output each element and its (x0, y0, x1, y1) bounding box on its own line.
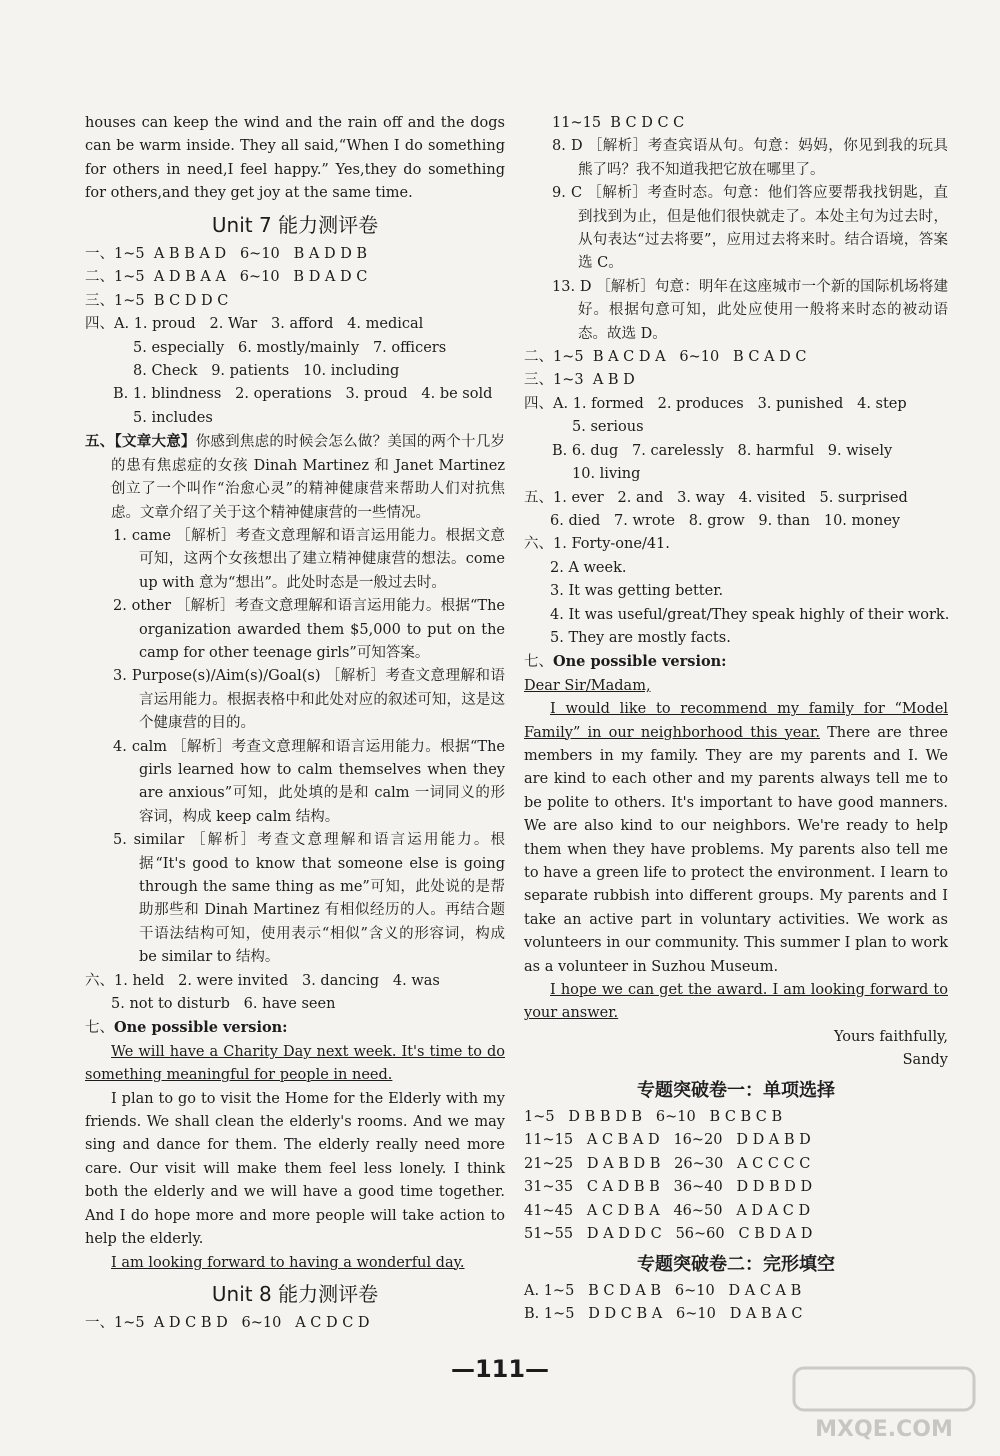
explanation-item: 8. D ［解析］考查宾语从句。句意：妈妈，你见到我的玩具熊了吗？我不知道我把它放在哪里了。 (552, 138, 948, 178)
essay-first-line: We will have a Charity Day next week. It's time to do something meaningful for people in need. (85, 1043, 505, 1084)
answer-line: 六、1. Forty-one/41. (524, 536, 670, 553)
answer-line: B. 1~5 D D C B A 6~10 D A B A C (524, 1306, 803, 1323)
letter-signature: Sandy (902, 1052, 948, 1069)
version-label-prefix: 七、 (85, 1020, 114, 1037)
answer-line: 2. A week. (550, 559, 627, 576)
answer-line: 21~25 D A B D B 26~30 A C C C C (524, 1155, 811, 1172)
watermark-text: MXQE.COM (815, 1417, 953, 1442)
answer-line: 三、1~5 B C D D C (85, 292, 229, 309)
topic1-title: 专题突破卷一：单项选择 (637, 1079, 835, 1101)
answer-line: 3. It was getting better. (550, 583, 724, 600)
answer-line: 六、1. held 2. were invited 3. dancing 4. was (85, 972, 440, 989)
version-label (85, 1016, 505, 1040)
summary-label: 五、【文章大意】 (85, 433, 196, 451)
explanation-item: 3. Purpose(s)/Aim(s)/Goal(s) ［解析］考查文意理解和语言运用能力。根据表格中和此处对应的叙述可知，这是这个健康营的目的。 (113, 668, 505, 732)
answer-line: 5. serious (572, 419, 644, 436)
left-column (85, 112, 505, 1336)
answer-line: 三、1~3 A B D (524, 372, 635, 389)
explanation-item: 4. calm ［解析］考查文意理解和语言运用能力。根据“The girls learned how to calm themselves when they are anxious”可知，此处填的是和 calm 一词同义的形容词，构成 keep calm 结构。 (113, 738, 505, 825)
answer-line: 8. Check 9. patients 10. including (133, 363, 400, 380)
answer-line: 4. It was useful/great/They speak highly of their work. (550, 606, 950, 623)
version-label-text: One possible version: (114, 1019, 288, 1037)
answer-line: 四、A. 1. proud 2. War 3. afford 4. medical (85, 316, 424, 333)
answer-line: 11~15 B C D C C (552, 115, 685, 131)
summary-text: 你感到焦虑的时候会怎么做？美国的两个十几岁的患有焦虑症的女孩 Dinah Martinez 和 Janet Martinez 创立了一个叫作“治愈心灵”的精神健康营来帮助人们对抗焦虑。文章介绍了关于这个精神健康营的一些情况。 (111, 434, 506, 521)
version-label-prefix: 七、 (524, 654, 553, 671)
answer-line: 31~35 C A D B B 36~40 D D B D D (524, 1179, 813, 1196)
version-label (524, 650, 948, 674)
answer-line: 5. includes (133, 409, 213, 426)
explanation-item: 1. came ［解析］考查文意理解和语言运用能力。根据文意可知，这两个女孩想出了建立精神健康营的想法。come up with 意为“想出”。此处时态是一般过去时。 (113, 527, 505, 591)
answer-line: 一、1~5 A D C B D 6~10 A C D C D (85, 1315, 370, 1332)
essay-last-line: I am looking forward to having a wonderful day. (111, 1254, 465, 1271)
answer-line: 5. not to disturb 6. have seen (111, 996, 336, 1013)
version-label-text: One possible version: (553, 653, 727, 671)
answer-line: 41~45 A C D B A 46~50 A D A C D (524, 1202, 811, 1219)
letter-first-sentence: I would like to recommend my family for “Model Family” in our neighborhood this year. (524, 701, 948, 741)
intro-paragraph: houses can keep the wind and the rain off and the dogs can be warm inside. They all said,“When I do something for others in need,I feel happy.” Yes,they do something for others,and they get joy at the same time. (85, 115, 505, 202)
answer-line: 四、A. 1. formed 2. produces 3. punished 4. step (524, 395, 907, 412)
answer-line: 5. They are mostly facts. (550, 629, 731, 646)
answer-line: B. 6. dug 7. carelessly 8. harmful 9. wisely (552, 442, 893, 459)
explanation-item: 13. D ［解析］句意：明年在这座城市一个新的国际机场将建好。根据句意可知，此处应使用一般将来时态的被动语态。故选 D。 (552, 278, 948, 342)
letter-closing: Yours faithfully, (833, 1028, 948, 1045)
answer-line: A. 1~5 B C D A B 6~10 D A C A B (524, 1282, 802, 1299)
unit7-title: Unit 7 能力测评卷 (211, 212, 379, 237)
essay-body: I plan to go to visit the Home for the Elderly with my friends. We shall clean the elderly's rooms. And we may sing and dance for them. The elderly really need more care. Our visit will make them feel less lonely. I think both the elderly and we will have a good time together. And I do hope more and more people will take action to help the elderly. (85, 1090, 505, 1248)
answer-line: 1~5 D B B D B 6~10 B C B C B (524, 1109, 783, 1126)
answer-line: 51~55 D A D D C 56~60 C B D A D (524, 1226, 813, 1243)
answer-line: 二、1~5 A D B A A 6~10 B D A D C (85, 269, 368, 286)
unit8-title: Unit 8 能力测评卷 (211, 1281, 379, 1306)
answer-line: 10. living (572, 466, 641, 483)
answer-line: 五、1. ever 2. and 3. way 4. visited 5. surprised (524, 489, 908, 506)
answer-line: 6. died 7. wrote 8. grow 9. than 10. money (550, 512, 901, 529)
answer-line: 5. especially 6. mostly/mainly 7. officers (133, 339, 447, 356)
page-number: —111— (450, 1355, 550, 1383)
answer-line: 二、1~5 B A C D A 6~10 B C A D C (524, 349, 807, 366)
letter-body-text: There are three members in my family. They are my parents and I. We are kind to each other and my parents always tell me to be polite to others. It's important to have good manners. We are also kind to our neighbors. We're ready to help them when they have problems. My parents also tell me to have a green life to protect the environment. I learn to separate rubbish into different groups. My parents and I take an active part in voluntary activities. We work as volunteers in our community. This summer I plan to work as a volunteer in Suzhou Museum. (524, 724, 948, 975)
topic2-title: 专题突破卷二：完形填空 (637, 1253, 835, 1275)
right-column (524, 112, 948, 1327)
answer-line: 一、1~5 A B B A D 6~10 B A D D B (85, 246, 368, 263)
letter-body (524, 698, 948, 979)
answer-line: 11~15 A C B A D 16~20 D D A B D (524, 1132, 811, 1149)
explanation-item: 9. C ［解析］考查时态。句意：他们答应要帮我找钥匙，直到找到为止，但是他们很快就走了。本处主句为过去时，从句表达“过去将要”，应用过去将来时。结合语境，答案选 C。 (552, 185, 948, 272)
explanation-item: 5. similar ［解析］考查文意理解和语言运用能力。根据“It's good to know that someone else is going through the same thing as me”可知，此处说的是帮助那些和 Dinah Martinez 有相似经历的人。再结合题干语法结构可知，使用表示“相似”含义的形容词，构成 be similar to 结构。 (113, 832, 505, 966)
summary-paragraph (85, 430, 505, 525)
letter-closing-paragraph: I hope we can get the award. I am looking forward to your answer. (524, 982, 948, 1022)
letter-salutation: Dear Sir/Madam, (524, 677, 651, 694)
explanation-item: 2. other ［解析］考查文意理解和语言运用能力。根据“The organization awarded them $5,000 to put on the camp for other teenage girls”可知答案。 (113, 598, 505, 661)
answer-line: B. 1. blindness 2. operations 3. proud 4. be sold (113, 386, 493, 403)
watermark-logo (784, 1364, 984, 1444)
